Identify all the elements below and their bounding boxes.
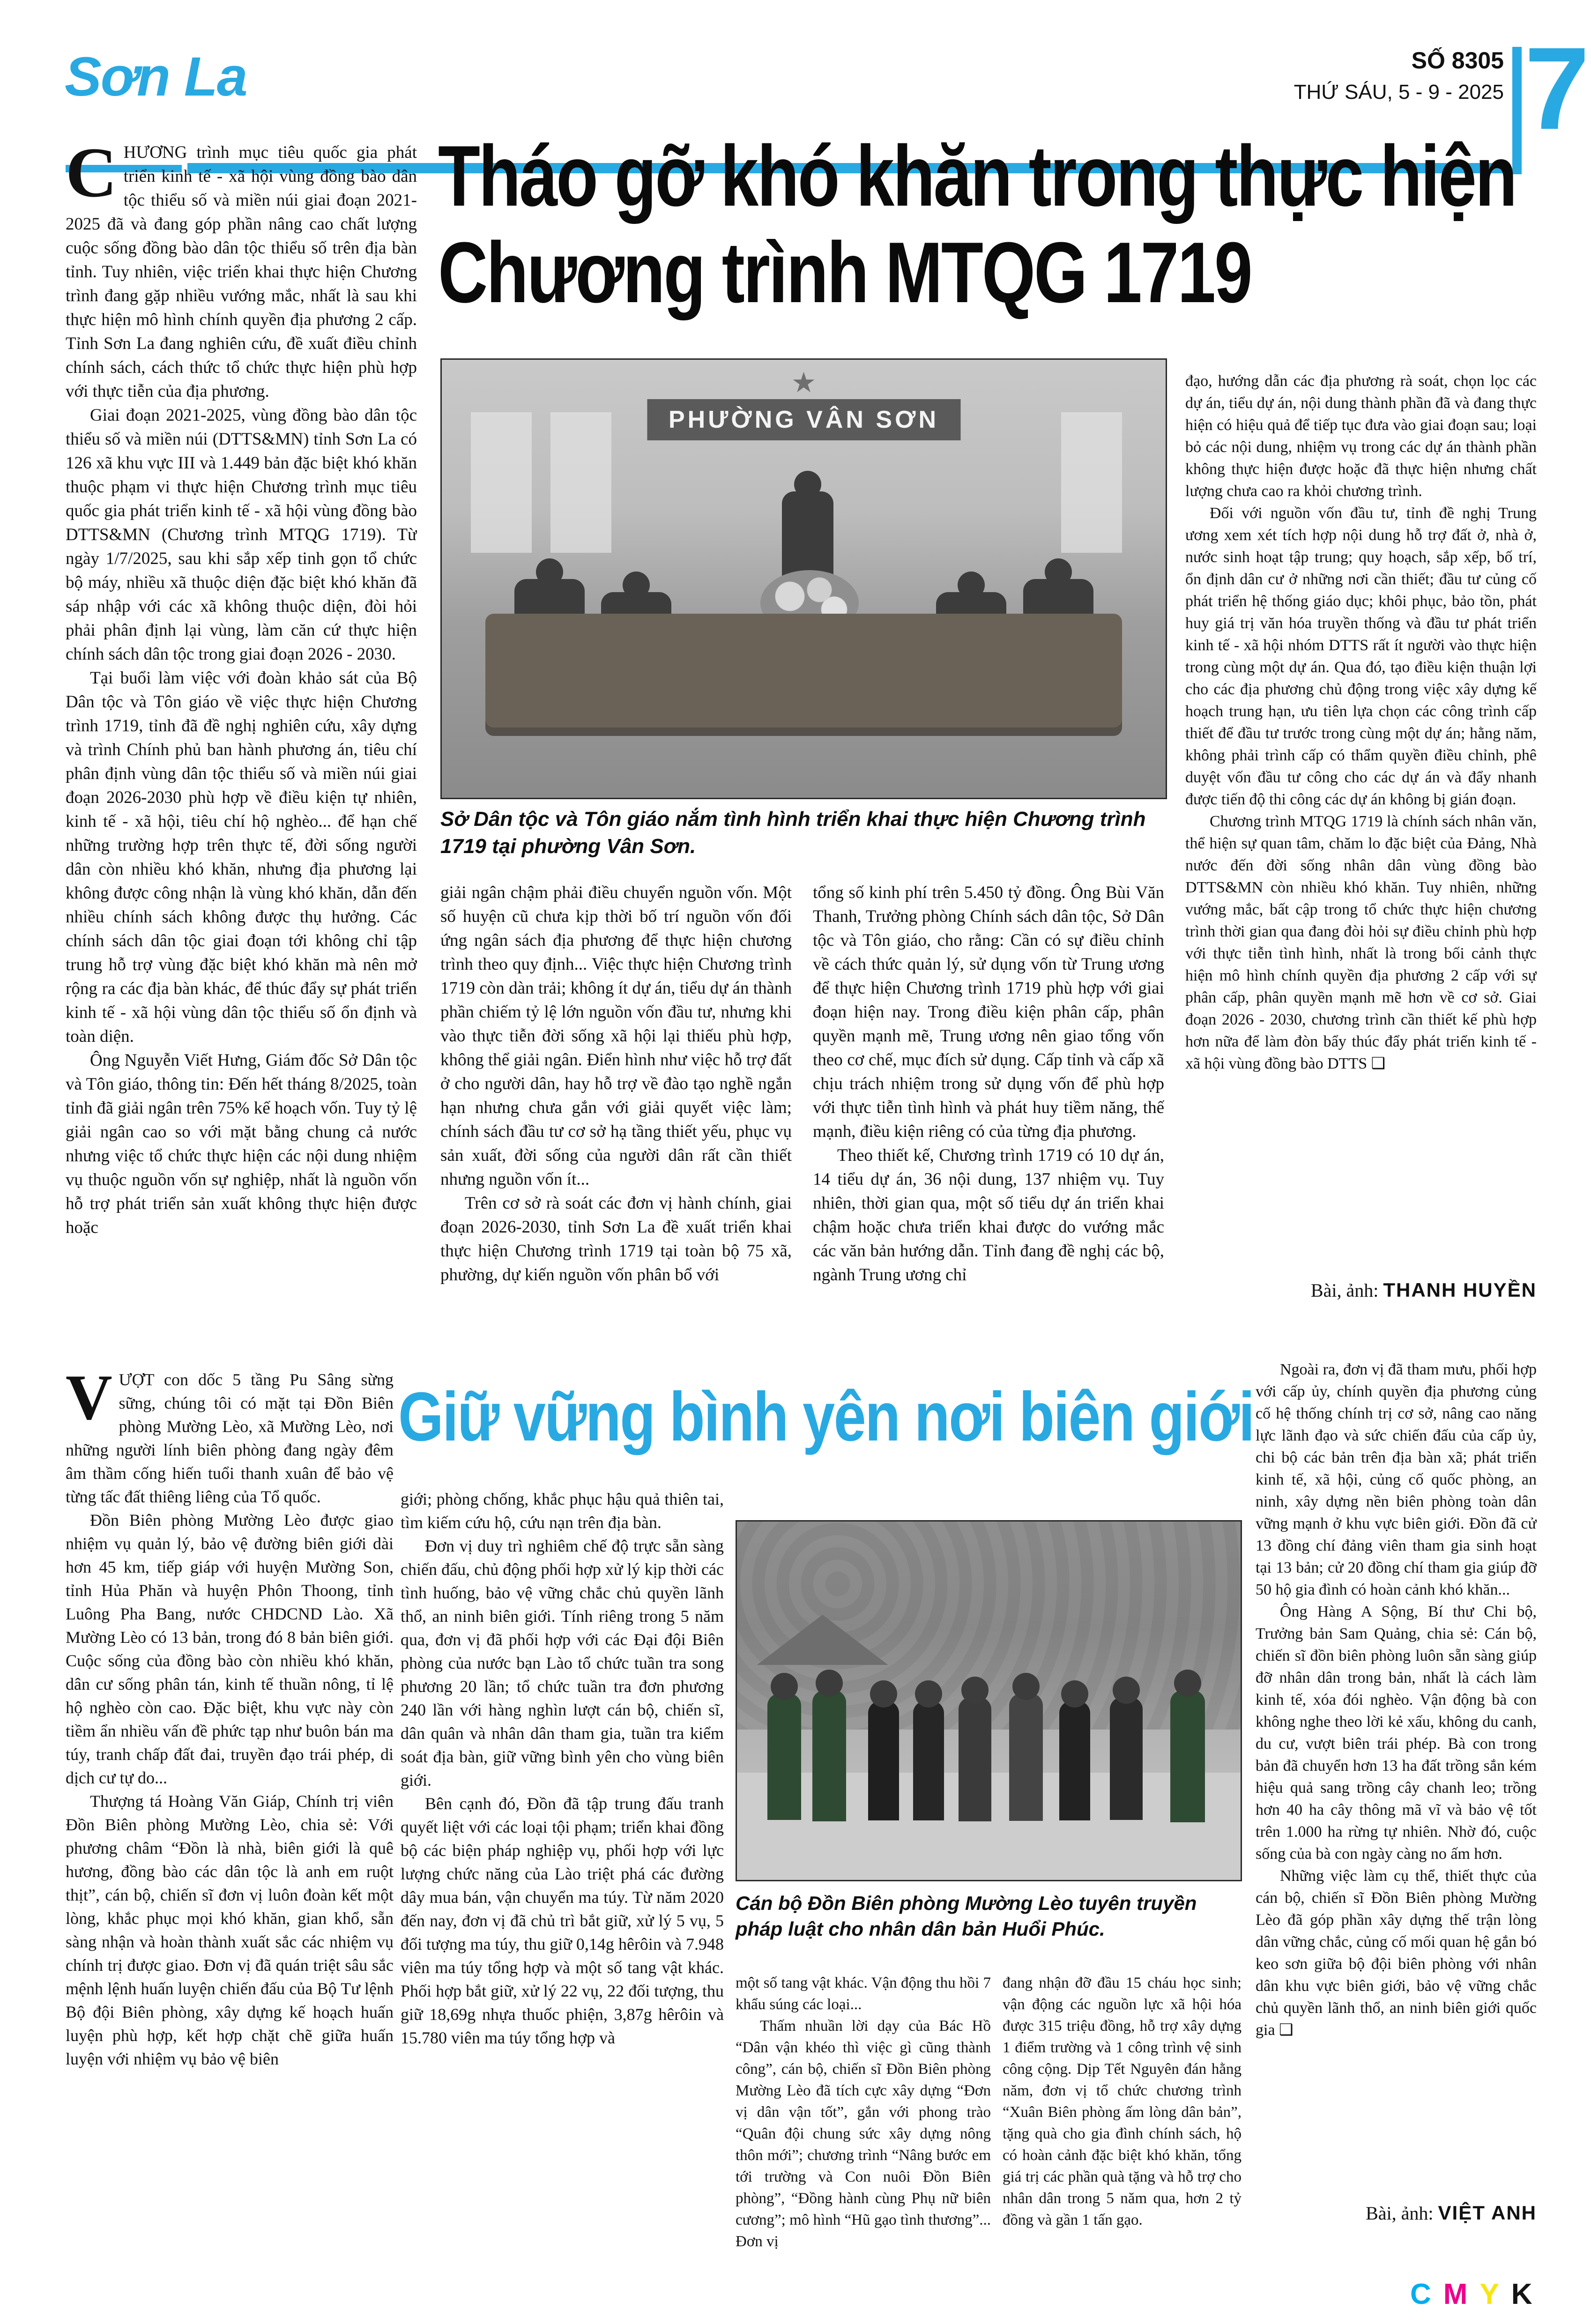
photo-villager-figure xyxy=(959,1697,991,1821)
article2-column-5 xyxy=(1256,1359,1537,2197)
newspaper-logo: Sơn La xyxy=(65,46,247,108)
article1-headline-line1: Tháo gỡ khó khăn trong thực hiện xyxy=(438,127,1516,224)
paragraph: Tại buổi làm việc với đoàn khảo sát của Bộ Dân tộc và Tôn giáo về việc thực hiện Chương trình 1719, tỉnh đã đề nghị nghiên cứu, xây dựng và trình Chính phủ ban hành phương án, tiêu chí phân định vùng dân tộc thiểu số và miền núi giai đoạn 2026-2030 phù hợp về điều kiện tự nhiên, kinh tế - xã hội, tiêu chí hộ nghèo... để hạn chế những trường hợp trên thực tế, đời sống người dân còn nhiều khó khăn, nhưng địa phương lại không được công nhận là vùng khó khăn, dẫn đến nhiều chính sách không được thụ hưởng. Các chính sách dân tộc giai đoạn tới không chỉ tập trung hỗ trợ vùng đặc biệt khó khăn mà nên mở rộng ra các địa bàn khác, để thúc đẩy sự phát triển kinh tế - xã hội vùng dân tộc thiểu số ổn định và toàn diện. xyxy=(66,668,417,1046)
byline-author: VIỆT ANH xyxy=(1438,2202,1537,2224)
article1-column-2 xyxy=(440,881,792,1349)
paragraph: Trên cơ sở rà soát các đơn vị hành chính, giai đoạn 2026-2030, tỉnh Sơn La đề xuất triển khai thực hiện Chương trình 1719 tại toàn bộ 75 xã, phường, dự kiến nguồn vốn phân bổ với xyxy=(440,1194,792,1285)
photo-window xyxy=(550,412,611,553)
star-icon: ★ xyxy=(791,367,817,399)
photo2-caption: Cán bộ Đồn Biên phòng Mường Lèo tuyên truyền pháp luật cho nhân dân bản Huổi Phúc. xyxy=(736,1892,1197,1940)
paragraph: Theo thiết kế, Chương trình 1719 có 10 dự án, 14 tiểu dự án, 36 nội dung, 137 nhiệm vụ. Tuy nhiên, thời gian qua, một số tiểu dự án triển khai chậm hoặc chưa triển khai được do vướng mắc các văn bản hướng dẫn. Tỉnh đang đề nghị các bộ, ngành Trung ương chỉ xyxy=(813,1146,1164,1285)
paragraph xyxy=(66,141,417,403)
byline-label: Bài, ảnh: xyxy=(1366,2203,1434,2224)
photo1-caption: Sở Dân tộc và Tôn giáo nắm tình hình triển khai thực hiện Chương trình 1719 tại phường Vân Sơn. xyxy=(440,808,1146,858)
paragraph: Những việc làm cụ thể, thiết thực của cán bộ, chiến sĩ Đồn Biên phòng Mường Lèo đã góp phần xây dựng thế trận lòng dân vững chắc, củng cố mối quan hệ gắn bó keo sơn giữa bộ đội biên phòng với nhân dân khu vực biên giới, bảo vệ vững chắc chủ quyền lãnh thổ, an ninh biên giới quốc gia ❑ xyxy=(1256,1867,1537,2039)
article1-headline xyxy=(438,127,1591,320)
article2-column-3 xyxy=(736,1972,991,2287)
paragraph: Đơn vị duy trì nghiêm chế độ trực sẵn sàng chiến đấu, chủ động phối hợp xử lý kịp thời các tình huống, bảo vệ vững chắc chủ quyền lãnh thổ, an ninh biên giới. Tính riêng trong 5 năm qua, đơn vị đã phối hợp với các Đại đội Biên phòng của nước bạn Lào tổ chức tuần tra song phương 20 lần; tổ chức tuần tra đơn phương 240 lần với hàng nghìn lượt cán bộ, chiến sĩ, dân quân và nhân dân tham gia, tuần tra kiểm soát địa bàn, giữ vững bình yên cho vùng biên giới. xyxy=(401,1537,724,1789)
byline-label: Bài, ảnh: xyxy=(1310,1280,1379,1301)
article2-byline xyxy=(1256,2202,1537,2224)
page-number: 7 xyxy=(1524,23,1590,154)
photo-guard-figure xyxy=(767,1693,801,1820)
paragraph: Ông Hàng A Sộng, Bí thư Chi bộ, Trưởng bản Sam Quảng, chia sẻ: Cán bộ, chiến sĩ đồn biên phòng luôn sẵn sàng giúp đỡ nhân dân trong bản, nhất là cách làm kinh tế, xóa đói nghèo. Vận động bà con không nghe theo lời kẻ xấu, không du canh, du cư, vượt biên trái phép. Bà con trong bản đã chuyển hơn 13 ha đất trồng sắn kém hiệu quả sang trồng cây chanh leo; trồng hơn 40 ha cây thông mã vĩ và bảo vệ tốt trên 1.000 ha rừng tự nhiên. Nhờ đó, cuộc sống của bà con ngày càng no ấm hơn. xyxy=(1256,1603,1537,1863)
photo-villager-figure xyxy=(1110,1697,1143,1820)
paragraph: một số tang vật khác. Vận động thu hồi 7 khẩu súng các loại... xyxy=(736,1975,991,2013)
cmyk-m: M xyxy=(1443,2278,1480,2310)
article2-column-4 xyxy=(1003,1972,1242,2287)
article1-headline-line2: Chương trình MTQG 1719 xyxy=(438,224,1251,321)
paragraph-text: HƯƠNG trình mục tiêu quốc gia phát triển kinh tế - xã hội vùng đồng bào dân tộc thiểu số và miền núi giai đoạn 2021-2025 đã và đang góp phần nâng cao chất lượng cuộc sống đồng bào dân tộc thiểu số trên địa bàn tỉnh. Tuy nhiên, việc triển khai thực hiện Chương trình đang gặp nhiều vướng mắc, nhất là sau khi thực hiện mô hình chính quyền địa phương 2 cấp. Tỉnh Sơn La đang nghiên cứu, đề xuất điều chỉnh chính sách, cách thức tổ chức thực hiện phù hợp với thực tiễn của địa phương. xyxy=(66,143,417,401)
paragraph: Ông Nguyễn Viết Hưng, Giám đốc Sở Dân tộc và Tôn giáo, thông tin: Đến hết tháng 8/2025, toàn tỉnh đã giải ngân trên 75% kế hoạch vốn. Tuy tỷ lệ giải ngân cao so với mặt bằng chung cả nước nhưng việc tổ chức thực hiện các nội dung nhiệm vụ thuộc nguồn vốn sự nghiệp, nhất là nguồn vốn hỗ trợ phát triển sản xuất không thực hiện được hoặc xyxy=(66,1051,417,1237)
paragraph: Bên cạnh đó, Đồn đã tập trung đấu tranh quyết liệt với các loại tội phạm; triển khai đồng bộ các biện pháp nghiệp vụ, phối hợp với lực lượng chức năng của Lào triệt phá các đường dây mua bán, vận chuyển ma túy. Từ năm 2020 đến nay, đơn vị đã chủ trì bắt giữ, xử lý 5 vụ, 5 đối tượng ma túy, thu giữ 0,14g hêrôin và 7.948 viên ma túy tổng hợp và một số tang vật khác. Phối hợp bắt giữ, xử lý 22 vụ, 22 đối tượng, thu giữ 18,69g nhựa thuốc phiện, 3,87g hêrôin và 15.780 viên ma túy tổng hợp và xyxy=(401,1794,724,2047)
photo-border-guards xyxy=(736,1520,1242,1881)
article1-column-3 xyxy=(813,881,1164,1349)
issue-date: THỨ SÁU, 5 - 9 - 2025 xyxy=(1294,81,1504,104)
paragraph: Giai đoạn 2021-2025, vùng đồng bào dân tộc thiểu số và miền núi (DTTS&MN) tỉnh Sơn La có 126 xã khu vực III và 1.449 bản đặc biệt khó khăn thuộc phạm vi thực hiện Chương trình mục tiêu quốc gia phát triển kinh tế - xã hội vùng đồng bào DTTS&MN (Chương trình MTQG 1719). Từ ngày 1/7/2025, sau khi sắp xếp tinh gọn tổ chức bộ máy, nhiều xã thuộc diện đặc biệt khó khăn đã sáp nhập với các xã không thuộc diện, đòi hỏi phải phân định lại vùng, làm căn cứ thực hiện chính sách dân tộc trong giai đoạn 2026 - 2030. xyxy=(66,406,417,664)
dropcap: C xyxy=(66,141,117,212)
photo-guard-figure xyxy=(1170,1690,1205,1822)
photo-window xyxy=(1061,412,1122,553)
byline-author: THANH HUYỀN xyxy=(1383,1279,1537,1301)
paragraph: Đối với nguồn vốn đầu tư, tỉnh đề nghị Trung ương xem xét tích hợp nội dung hỗ trợ đất ở, nhà ở, nước sinh hoạt tập trung; quy hoạch, sắp xếp, bố trí, ổn định dân cư ở những nơi cần thiết; đầu tư củng cố phát triển hệ thống giáo dục; khôi phục, bảo tồn, phát huy giá trị văn hóa truyền thống và đầu tư phát triển kinh tế - xã hội nhóm DTTS rất ít người vào thực hiện trong cùng một dự án. Qua đó, tạo điều kiện thuận lợi cho các địa phương chủ động trong việc xây dựng kế hoạch trung hạn, ưu tiên lựa chọn các công trình cấp thiết để đầu tư trước trong cùng một dự án; hằng năm, không phải trình cấp có thẩm quyền điều chỉnh, phê duyệt vốn đầu tư công cho các dự án và đẩy nhanh được tiến độ thi công các dự án không bị gián đoạn. xyxy=(1185,505,1537,808)
paragraph: giải ngân chậm phải điều chuyển nguồn vốn. Một số huyện cũ chưa kịp thời bố trí nguồn vốn đối ứng ngân sách địa phương để thực hiện chương trình theo quy định... Việc thực hiện Chương trình 1719 còn dàn trải; không ít dự án, tiểu dự án thành phần chiếm tỷ lệ lớn nguồn vốn đầu tư, nhưng khi vào thực tiễn đời sống xã hội lại thiếu phù hợp, không thể giải ngân. Điển hình như việc hỗ trợ đất ở cho người dân, hay hỗ trợ về đào tạo nghề ngắn hạn nhưng chưa gắn với giải quyết việc làm; chính sách đầu tư cơ sở hạ tầng thiết yếu, phục vụ sản xuất, đời sống của người dân rất cần thiết nhưng nguồn vốn ít... xyxy=(440,883,792,1189)
paragraph: đang nhận đỡ đầu 15 cháu học sinh; vận động các nguồn lực xã hội hóa được 315 triệu đồng, hỗ trợ xây dựng 1 điểm trường và 1 công trình vệ sinh công cộng. Dịp Tết Nguyên đán hằng năm, đơn vị tổ chức chương trình “Xuân Biên phòng ấm lòng dân bản”, tặng quà cho gia đình chính sách, hộ có hoàn cảnh đặc biệt khó khăn, tổng giá trị các phần quà tặng và hỗ trợ cho nhân dân trong 5 năm qua, hơn 2 tỷ đồng và gần 1 tấn gạo. xyxy=(1003,1975,1242,2228)
paragraph: Chương trình MTQG 1719 là chính sách nhân văn, thể hiện sự quan tâm, chăm lo đặc biệt của Đảng, Nhà nước đến đời sống nhân dân vùng đồng bào DTTS&MN còn nhiều khó khăn. Tuy nhiên, những vướng mắc, bất cập trong tổ chức thực hiện chương trình thời gian qua đang đòi hỏi sự điều chỉnh phù hợp với thực tiễn tình hình, nhất là trong bối cảnh thực hiện mô hình chính quyền địa phương 2 cấp với sự phân cấp, phân quyền mạnh mẽ hơn về cơ sở. Giai đoạn 2026 - 2030, chương trình cần thiết kế phù hợp hơn nữa để làm đòn bẩy thúc đẩy phát triển kinh tế - xã hội vùng đồng bào DTTS ❑ xyxy=(1185,813,1537,1072)
cmyk-print-mark xyxy=(1410,2278,1545,2311)
photo-guard-figure xyxy=(812,1690,846,1821)
photo-window xyxy=(471,412,532,553)
paragraph: Thấm nhuần lời dạy của Bác Hồ “Dân vận khéo thì việc gì cũng thành công”, cán bộ, chiến sĩ Đồn Biên phòng Mường Lèo đã tích cực xây dựng “Đơn vị dân vận tốt”, gắn với phong trào “Quân đội chung sức xây dựng nông thôn mới”; chương trình “Nâng bước em tới trường và Con nuôi Đồn Biên phòng”, “Đồng hành cùng Phụ nữ biên cương”; mô hình “Hũ gạo tình thương”... Đơn vị xyxy=(736,2018,991,2250)
cmyk-c: C xyxy=(1410,2278,1443,2310)
article1-byline xyxy=(1185,1279,1537,1301)
article2-column-2 xyxy=(401,1487,724,2286)
photo-banner-text: PHƯỜNG VÂN SƠN xyxy=(647,399,960,440)
paragraph-text: ƯỢT con dốc 5 tầng Pu Sâng sừng sững, chúng tôi có mặt tại Đồn Biên phòng Mường Lèo, xã Mường Lèo, nơi những người lính biên phòng đang ngày đêm âm thầm cống hiến tuổi thanh xuân để bảo vệ từng tấc đất thiêng liêng của Tổ quốc. xyxy=(66,1370,394,1506)
paragraph: Thượng tá Hoàng Văn Giáp, Chính trị viên Đồn Biên phòng Mường Lèo, chia sẻ: Với phương châm “Đồn là nhà, biên giới là quê hương, đồng bào các dân tộc là anh em ruột thịt”, cán bộ, chiến sĩ đơn vị luôn đoàn kết một lòng, khắc phục mọi khó khăn, gian khổ, sẵn sàng nhận và hoàn thành xuất sắc các nhiệm vụ chính trị được giao. Đơn vị đã quán triệt sâu sắc mệnh lệnh huấn luyện chiến đấu của Bộ Tư lệnh Bộ đội Biên phòng, xây dựng kế hoạch huấn luyện phù hợp, kết hợp chặt chẽ giữa huấn luyện với nhiệm vụ bảo vệ biên xyxy=(66,1792,394,2068)
paragraph: Ngoài ra, đơn vị đã tham mưu, phối hợp với cấp ủy, chính quyền địa phương củng cố hệ thống chính trị cơ sở, nâng cao năng lực lãnh đạo và sức chiến đấu của cấp ủy, chi bộ các bản trên địa bàn xã; phát triển kinh tế, xã hội, củng cố quốc phòng, an ninh, xây dựng nền biên phòng toàn dân vững mạnh ở khu vực biên giới. Đồn đã cử 13 đồng chí đảng viên tham gia sinh hoạt tại 13 bản; cử 20 đồng chí tham gia giúp đỡ 50 hộ gia đình có hoàn cảnh khó khăn... xyxy=(1256,1361,1537,1598)
photo-villager-figure xyxy=(868,1701,899,1820)
cmyk-k: K xyxy=(1511,2278,1545,2310)
dropcap: V xyxy=(66,1368,112,1433)
issue-number: SỐ 8305 xyxy=(1411,47,1504,74)
cmyk-y: Y xyxy=(1479,2278,1511,2310)
photo-villager-figure xyxy=(1059,1701,1090,1820)
paragraph: Đồn Biên phòng Mường Lèo được giao nhiệm vụ quản lý, bảo vệ đường biên giới dài hơn 45 km, tiếp giáp với huyện Mường Son, tỉnh Hủa Phăn và huyện Phôn Thoong, tỉnh Luông Pha Bang, nước CHDCND Lào. Xã Mường Lèo có 13 bản, trong đó 8 bản biên giới. Cuộc sống của đồng bào còn nhiều khó khăn, dân cư sống phân tán, kinh tế thuần nông, tỉ lệ hộ nghèo còn cao. Đặc biệt, khu vực này còn tiềm ẩn nhiều vấn đề phức tạp như buôn bán ma túy, tranh chấp đất đai, truyền đạo trái phép, di dịch cư tự do... xyxy=(66,1511,394,1787)
paragraph: tổng số kinh phí trên 5.450 tỷ đồng. Ông Bùi Văn Thanh, Trưởng phòng Chính sách dân tộc, Sở Dân tộc và Tôn giáo, cho rằng: Cần có sự điều chỉnh về cách thức quản lý, sử dụng vốn từ Trung ương để thực hiện Chương trình 1719 phù hợp với giai đoạn hiện nay. Trong điều kiện phân cấp, phân quyền mạnh mẽ, Trung ương nên giao tổng vốn theo cơ chế, mục đích sử dụng. Cấp tỉnh và cấp xã chịu trách nhiệm trong sử dụng vốn để phù hợp với thực tiễn tình hình và phát huy tiềm năng, thế mạnh, điều kiện riêng có của từng địa phương. xyxy=(813,883,1164,1141)
photo-meeting xyxy=(440,358,1167,799)
paragraph: giới; phòng chống, khắc phục hậu quả thiên tai, tìm kiếm cứu hộ, cứu nạn trên địa bàn. xyxy=(401,1490,724,1532)
article2-column-1 xyxy=(66,1368,394,2286)
paragraph: đạo, hướng dẫn các địa phương rà soát, chọn lọc các dự án, tiểu dự án, nội dung thành phần đã và đang thực hiện có hiệu quả để tiếp tục đưa vào giai đoạn sau; loại bỏ các nội dung, nhiệm vụ trong các dự án thành phần không thực hiện được hoặc đã thực hiện nhưng chất lượng chưa cao ra khỏi chương trình. xyxy=(1185,372,1537,500)
article1-column-1 xyxy=(66,141,417,1349)
photo-villager-figure xyxy=(1009,1693,1043,1821)
paragraph xyxy=(66,1368,394,1508)
photo-villager-figure xyxy=(913,1701,944,1820)
article2-headline: Giữ vững bình yên nơi biên giới xyxy=(398,1378,1254,1455)
photo-table xyxy=(485,614,1123,728)
article1-column-4 xyxy=(1185,370,1537,1272)
issue-block xyxy=(1294,47,1504,104)
